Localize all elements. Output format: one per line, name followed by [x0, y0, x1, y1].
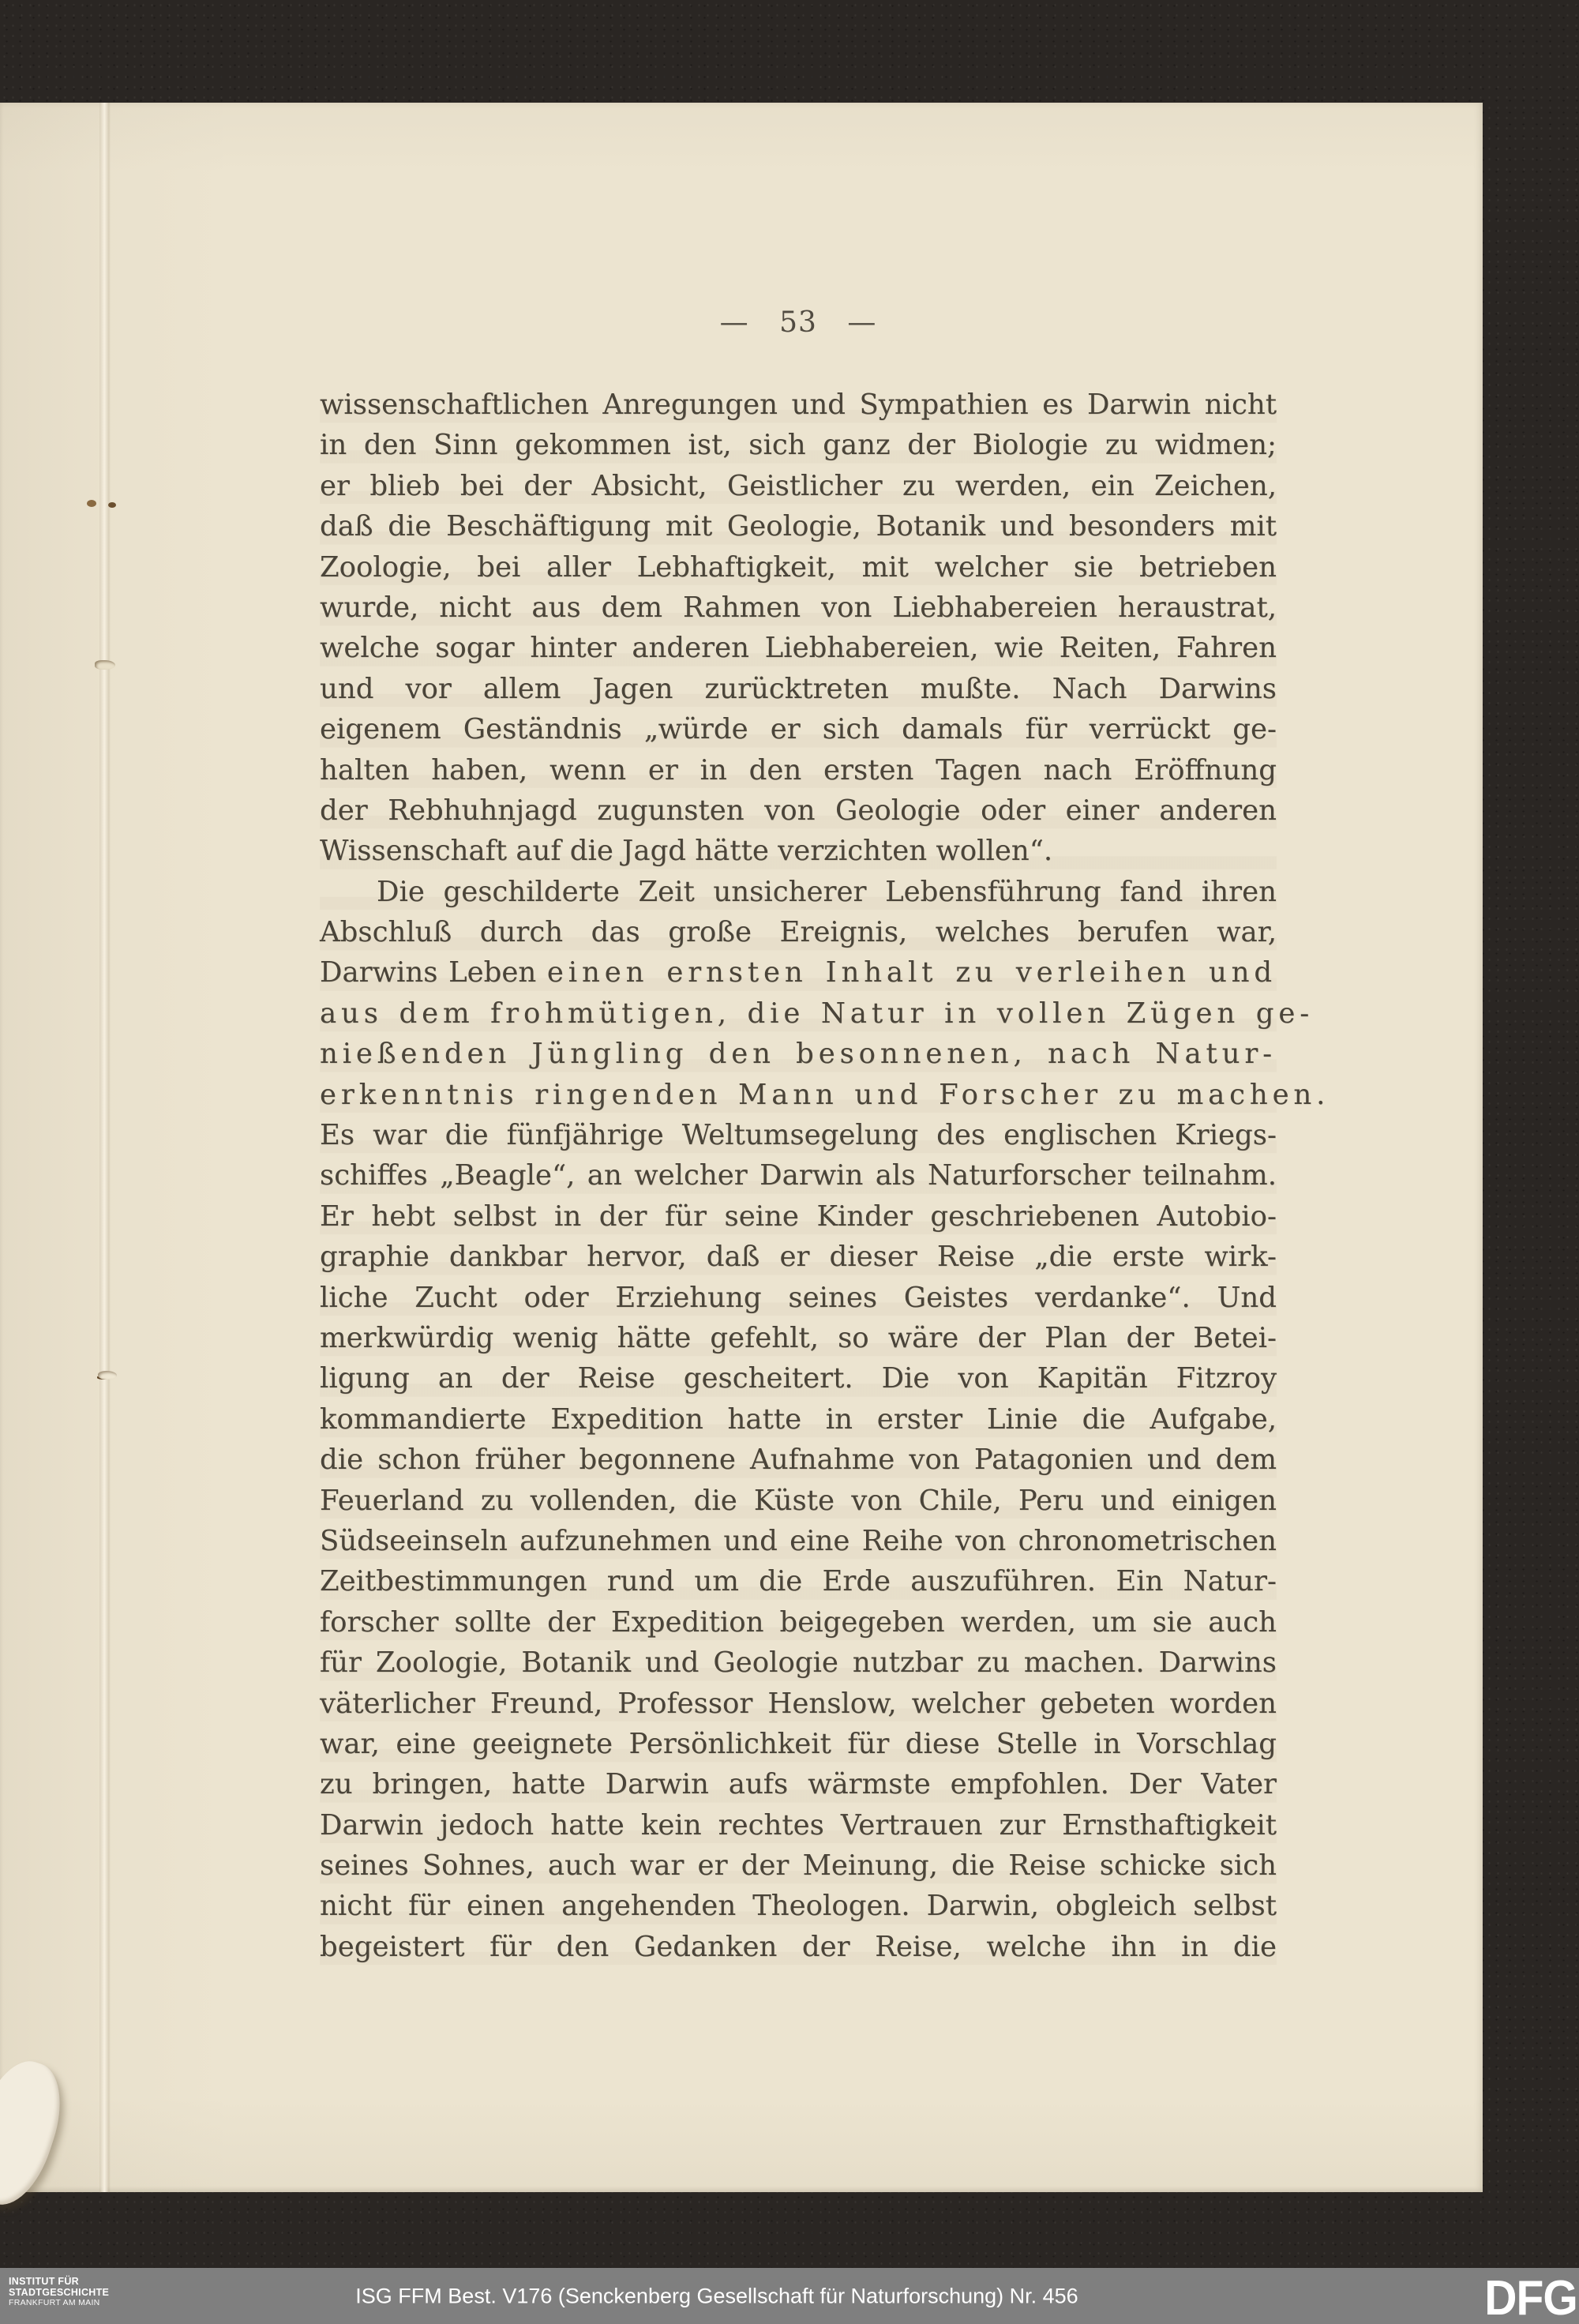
- text-line: der Rebhuhnjagd zugunsten von Geologie oder einer anderen: [320, 794, 1277, 827]
- archive-reference: ISG FFM Best. V176 (Senckenberg Gesellschaft für Naturforschung) Nr. 456: [355, 2284, 1078, 2307]
- text-line: wissenschaftlichen Anregungen und Sympathien es Darwin nicht: [320, 389, 1277, 421]
- text-line: forscher sollte der Expedition beigegeben werden, um sie auch: [320, 1605, 1277, 1639]
- text-line: Abschluß durch das große Ereignis, welches berufen war,: [320, 916, 1277, 949]
- text-line: war, eine geeignete Persönlichkeit für diese Stelle in Vorschlag: [320, 1727, 1277, 1760]
- text-line: die schon früher begonnene Aufnahme von Patagonien und dem: [320, 1444, 1277, 1477]
- text-line: in den Sinn gekommen ist, sich ganz der Biologie zu widmen;: [320, 429, 1277, 462]
- text-line: Es war die fünfjährige Weltumsegelung des englischen Kriegs-: [320, 1119, 1277, 1152]
- text-line: Die geschilderte Zeit unsicherer Lebensführung fand ihren: [377, 875, 1277, 908]
- dfg-logo: DFG: [1484, 2271, 1577, 2324]
- text-line: schiffes „Beagle“, an welcher Darwin als Naturforscher teilnahm.: [320, 1159, 1277, 1192]
- institution-line: STADTGESCHICHTE: [9, 2286, 110, 2298]
- text-line: zu bringen, hatte Darwin aufs wärmste empfohlen. Der Vater: [320, 1768, 1277, 1801]
- page-text: [320, 385, 1330, 1967]
- binding-stitch: [87, 500, 96, 507]
- text-line: nicht für einen angehenden Theologen. Darwin, obgleich selbst: [320, 1890, 1277, 1923]
- text-line: [320, 952, 1277, 993]
- text-line: für Zoologie, Botanik und Geologie nutzbar zu machen. Darwins: [320, 1646, 1277, 1680]
- book-page: [0, 103, 1483, 2192]
- text-line: Wissenschaft auf die Jagd hätte verzichten wollen“.: [320, 835, 1053, 868]
- institution-line: FRANKFURT AM MAIN: [9, 2298, 100, 2307]
- institution-line: INSTITUT FÜR: [9, 2276, 80, 2287]
- binding-stitch: [95, 660, 115, 670]
- text-line: kommandierte Expedition hatte in erster Linie die Aufgabe,: [320, 1402, 1277, 1436]
- text-line: nießenden Jüngling den besonnenen, nach Natur-: [320, 1038, 1277, 1071]
- text-line: Er hebt selbst in der für seine Kinder geschriebenen Autobio-: [320, 1200, 1277, 1233]
- text-line: liche Zucht oder Erziehung seines Geistes verdanke“. Und: [320, 1281, 1277, 1314]
- binding-stitch: [98, 1371, 117, 1380]
- text-line: erkenntnis ringenden Mann und Forscher zu machen.: [320, 1078, 1330, 1111]
- page-lifter-corner: [0, 2052, 74, 2215]
- text-line: väterlicher Freund, Professor Henslow, welcher gebeten worden: [320, 1687, 1277, 1720]
- text-segment: Darwins Leben: [320, 956, 547, 989]
- text-line: ligung an der Reise gescheitert. Die von Kapitän Fitzroy: [320, 1362, 1277, 1395]
- text-line: merkwürdig wenig hätte gefehlt, so wäre der Plan der Betei-: [320, 1321, 1277, 1354]
- text-line: wurde, nicht aus dem Rahmen von Liebhabereien heraustrat,: [320, 591, 1277, 624]
- binding-gutter-fold: [99, 103, 111, 2192]
- text-line: Zeitbestimmungen rund um die Erde auszuführen. Ein Natur-: [320, 1565, 1277, 1598]
- text-line: begeistert für den Gedanken der Reise, welche ihn in die: [320, 1930, 1277, 1963]
- text-line: und vor allem Jagen zurücktreten mußte. Nach Darwins: [320, 672, 1277, 705]
- text-line: er blieb bei der Absicht, Geistlicher zu werden, ein Zeichen,: [320, 469, 1277, 502]
- page-number: — 53 —: [719, 306, 877, 339]
- footer-bar: [0, 2268, 1579, 2324]
- institution-label: [9, 2277, 109, 2309]
- text-line: halten haben, wenn er in den ersten Tagen nach Eröffnung: [320, 753, 1277, 787]
- text-line: Feuerland zu vollenden, die Küste von Chile, Peru und einigen: [320, 1484, 1277, 1517]
- text-line: daß die Beschäftigung mit Geologie, Botanik und besonders mit: [320, 510, 1277, 543]
- text-segment-spaced: einen ernsten Inhalt zu verleihen und: [546, 956, 1277, 989]
- text-line: seines Sohnes, auch war er der Meinung, die Reise schicke sich: [320, 1849, 1277, 1883]
- text-line: welche sogar hinter anderen Liebhabereien, wie Reiten, Fahren: [320, 632, 1277, 665]
- text-line: aus dem frohmütigen, die Natur in vollen Zügen ge-: [320, 997, 1315, 1030]
- text-line: graphie dankbar hervor, daß er dieser Reise „die erste wirk-: [320, 1241, 1277, 1274]
- text-line: eigenem Geständnis „würde er sich damals für verrückt ge-: [320, 713, 1277, 746]
- text-line: Zoologie, bei aller Lebhaftigkeit, mit welcher sie betrieben: [320, 550, 1277, 584]
- text-line: Darwin jedoch hatte kein rechtes Vertrauen zur Ernsthaftigkeit: [320, 1808, 1277, 1842]
- text-line: Südseeinseln aufzunehmen und eine Reihe von chronometrischen: [320, 1524, 1277, 1557]
